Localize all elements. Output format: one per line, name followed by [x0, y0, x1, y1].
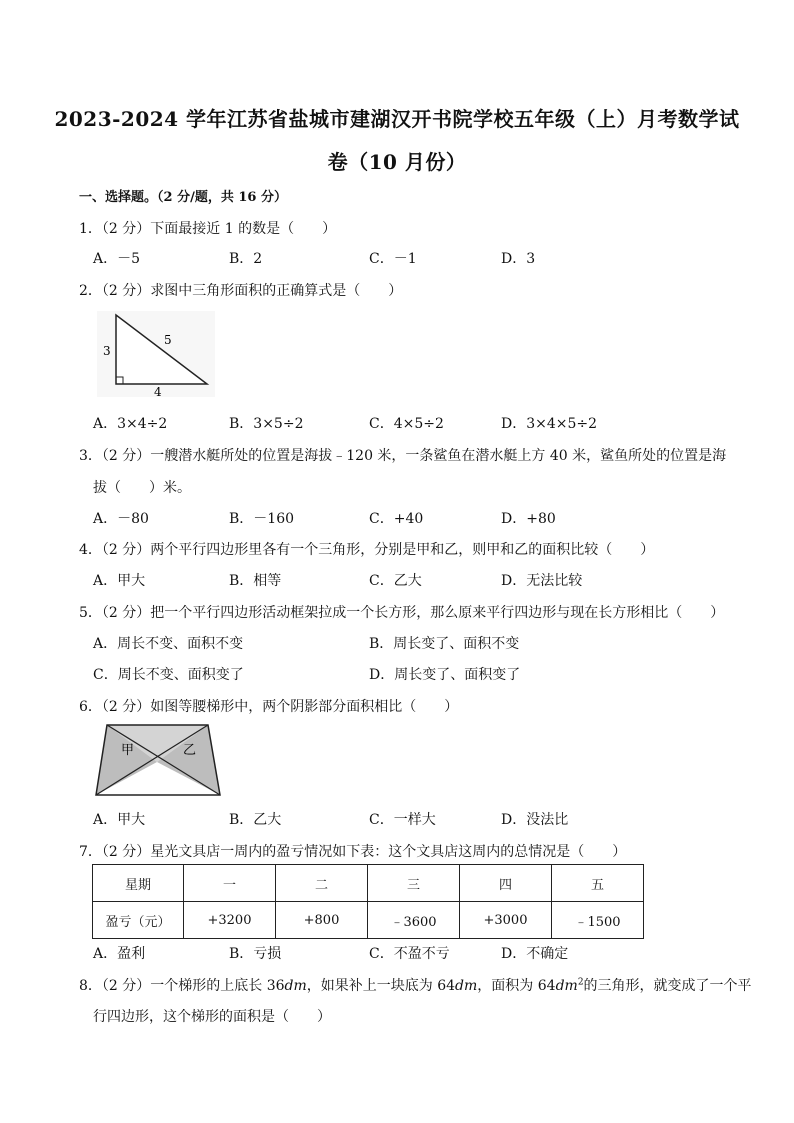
option-a[interactable]: A．甲大: [93, 812, 146, 828]
side-bottom-label: 4: [154, 385, 162, 397]
question-3-stem: 3．（2 分）一艘潜水艇所处的位置是海拔﹣120 米，一条鲨鱼在潜水艇上方 40 米，鲨鱼所处的位置是海: [79, 448, 727, 464]
option-a[interactable]: A．3×4÷2: [93, 416, 168, 432]
table-row: [93, 902, 644, 939]
section-heading: 一、选择题。（2 分/题，共 16 分）: [79, 190, 287, 205]
label-jia: 甲: [121, 743, 135, 758]
question-4-stem: 4．（2 分）两个平行四边形里各有一个三角形，分别是甲和乙，则甲和乙的面积比较（ ）: [79, 542, 655, 558]
option-c[interactable]: C．+40: [369, 511, 424, 527]
unit-dm: dm: [284, 978, 307, 994]
q8-part-c: ，面积为 64: [477, 978, 556, 994]
option-d[interactable]: D．没法比: [501, 812, 569, 828]
q8-part-a: 8．（2 分）一个梯形的上底长 36: [79, 978, 285, 994]
side-left-label: 3: [103, 344, 111, 358]
option-c[interactable]: C．4×5÷2: [369, 416, 444, 432]
option-a[interactable]: A．－5: [93, 251, 141, 267]
table-cell: 四: [460, 865, 552, 902]
paper-title-line1: 2023-2024 学年江苏省盐城市建湖汉开书院学校五年级（上）月考数学试: [54, 107, 740, 131]
option-c[interactable]: C．周长不变、面积变了: [93, 667, 244, 683]
option-a[interactable]: A．周长不变、面积不变: [93, 636, 244, 652]
option-c[interactable]: C．一样大: [369, 812, 436, 828]
question-2-stem: 2．（2 分）求图中三角形面积的正确算式是（ ）: [79, 283, 403, 299]
question-6-stem: 6．（2 分）如图等腰梯形中，两个阴影部分面积相比（ ）: [79, 699, 459, 715]
question-5-stem: 5．（2 分）把一个平行四边形活动框架拉成一个长方形，那么原来平行四边形与现在长方形相比（ ）: [79, 605, 725, 621]
question-7-stem: 7．（2 分）星光文具店一周内的盈亏情况如下表：这个文具店这周内的总情况是（ ）: [79, 844, 627, 860]
table-cell: ﹣1500: [552, 902, 644, 939]
unit-dm: dm: [555, 978, 578, 994]
question-8-stem-cont: 行四边形，这个梯形的面积是（ ）: [93, 1009, 331, 1025]
profit-loss-table: [92, 864, 644, 939]
option-d[interactable]: D．无法比较: [501, 573, 583, 589]
table-cell: +3000: [460, 902, 552, 939]
option-d[interactable]: D．周长变了、面积变了: [369, 667, 521, 683]
table-cell: 二: [276, 865, 368, 902]
option-a[interactable]: A．甲大: [93, 573, 146, 589]
option-c[interactable]: C．－1: [369, 251, 417, 267]
option-c[interactable]: C．不盈不亏: [369, 946, 450, 962]
option-d[interactable]: D．3×4×5÷2: [501, 416, 598, 432]
paper-title-line2: 卷（10 月份）: [327, 150, 467, 174]
table-cell: +800: [276, 902, 368, 939]
table-cell: 三: [368, 865, 460, 902]
option-b[interactable]: B．－160: [229, 511, 295, 527]
table-cell: 星期: [93, 865, 184, 902]
option-b[interactable]: B．周长变了、面积不变: [369, 636, 520, 652]
option-a[interactable]: A．盈利: [93, 946, 146, 962]
option-d[interactable]: D．3: [501, 251, 536, 267]
isosceles-trapezoid-figure: [93, 722, 223, 798]
option-b[interactable]: B．2: [229, 251, 263, 267]
q8-part-d: 的三角形，就变成了一个平: [583, 978, 752, 994]
option-d[interactable]: D．不确定: [501, 946, 569, 962]
q8-part-b: ，如果补上一块底为 64: [306, 978, 456, 994]
option-b[interactable]: B．相等: [229, 573, 282, 589]
right-triangle-figure: [97, 311, 215, 397]
table-header-row: [93, 865, 644, 902]
question-3-stem-cont: 拔（ ）米。: [93, 480, 191, 496]
label-yi: 乙: [183, 743, 197, 758]
unit-exponent: 2: [577, 977, 584, 988]
table-cell: +3200: [184, 902, 276, 939]
option-b[interactable]: B．3×5÷2: [229, 416, 304, 432]
table-cell: 一: [184, 865, 276, 902]
side-hyp-label: 5: [164, 333, 172, 347]
option-b[interactable]: B．亏损: [229, 946, 282, 962]
question-1-stem: 1．（2 分）下面最接近 1 的数是（ ）: [79, 221, 337, 237]
table-cell: 盈亏（元）: [93, 902, 184, 939]
table-cell: ﹣3600: [368, 902, 460, 939]
option-d[interactable]: D．+80: [501, 511, 556, 527]
option-b[interactable]: B．乙大: [229, 812, 282, 828]
option-c[interactable]: C．乙大: [369, 573, 422, 589]
table-cell: 五: [552, 865, 644, 902]
unit-dm: dm: [455, 978, 478, 994]
question-8-stem: [79, 975, 752, 995]
option-a[interactable]: A．－80: [93, 511, 149, 527]
